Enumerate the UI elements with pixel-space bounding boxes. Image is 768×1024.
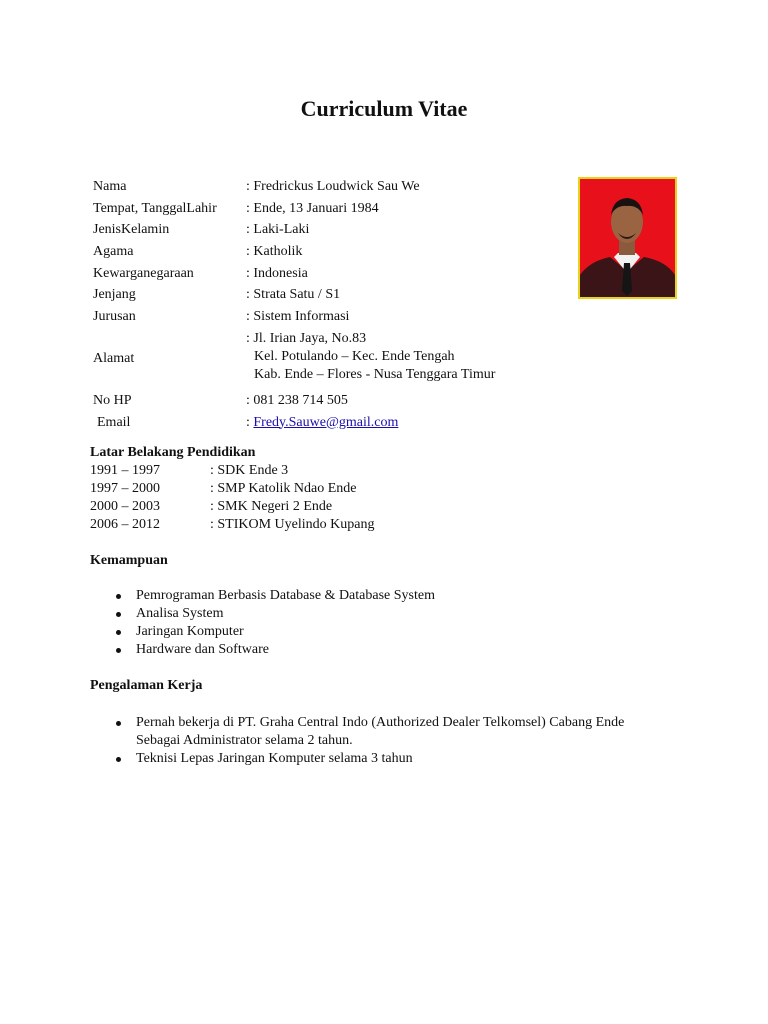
list-item: Pernah bekerja di PT. Graha Central Indo (Authorized Dealer Telkomsel) Cabang Ende Sebagai Administrator selama 2 tahun. [112, 714, 624, 750]
info-label: Alamat [93, 350, 135, 366]
page-title: Curriculum Vitae [300, 96, 468, 121]
email-prefix: : [246, 414, 254, 430]
skills-list [112, 587, 435, 659]
bullet-icon [116, 612, 121, 617]
bullet-icon [116, 594, 121, 599]
address-line: Kab. Ende – Flores - Nusa Tenggara Timur [254, 366, 496, 382]
info-value: : Indonesia [246, 265, 308, 281]
education-school: : SMP Katolik Ndao Ende [210, 481, 357, 496]
skills-heading: Kemampuan [90, 553, 168, 568]
list-item: Hardware dan Software [112, 641, 435, 659]
experience-list [112, 714, 624, 768]
info-value: : Strata Satu / S1 [246, 287, 341, 303]
info-label: Jurusan [93, 309, 136, 325]
education-heading: Latar Belakang Pendidikan [90, 445, 256, 460]
info-value: : Fredrickus Loudwick Sau We [246, 179, 420, 194]
info-label: Email [97, 414, 131, 430]
education-school: : SMK Negeri 2 Ende [210, 499, 333, 514]
bullet-icon [116, 721, 121, 726]
education-years: 1991 – 1997 [90, 463, 160, 478]
bullet-icon [116, 630, 121, 635]
email-link[interactable]: Fredy.Sauwe@gmail.com [253, 414, 399, 430]
info-value [246, 414, 398, 432]
education-years: 2000 – 2003 [90, 499, 160, 514]
profile-photo [578, 177, 677, 299]
experience-heading: Pengalaman Kerja [90, 678, 203, 693]
address-value [246, 330, 495, 384]
list-item: Jaringan Komputer [112, 623, 435, 641]
list-item: Pemrograman Berbasis Database & Database System [112, 587, 435, 605]
info-label: No HP [93, 392, 132, 408]
info-label: Kewarganegaraan [93, 265, 194, 281]
info-value: : Sistem Informasi [246, 309, 350, 325]
bullet-icon [116, 648, 121, 653]
info-value: : Laki-Laki [246, 222, 310, 238]
info-label: Nama [93, 179, 127, 194]
list-item: Analisa System [112, 605, 435, 623]
info-value: : 081 238 714 505 [246, 392, 348, 408]
info-label: Agama [93, 244, 134, 260]
info-label: Tempat, TanggalLahir [93, 200, 217, 216]
address-line: Kel. Potulando – Kec. Ende Tengah [254, 348, 455, 364]
education-school: : SDK Ende 3 [210, 463, 289, 478]
education-years: 2006 – 2012 [90, 517, 160, 532]
address-line: : Jl. Irian Jaya, No.83 [246, 330, 367, 346]
bullet-icon [116, 757, 121, 762]
info-label: Jenjang [93, 287, 136, 303]
info-value: : Katholik [246, 244, 303, 260]
list-item: Teknisi Lepas Jaringan Komputer selama 3 tahun [112, 750, 624, 768]
info-label: JenisKelamin [93, 222, 170, 238]
education-years: 1997 – 2000 [90, 481, 160, 496]
profile-photo-image [580, 179, 675, 297]
education-school: : STIKOM Uyelindo Kupang [210, 517, 375, 532]
info-value: : Ende, 13 Januari 1984 [246, 200, 379, 216]
